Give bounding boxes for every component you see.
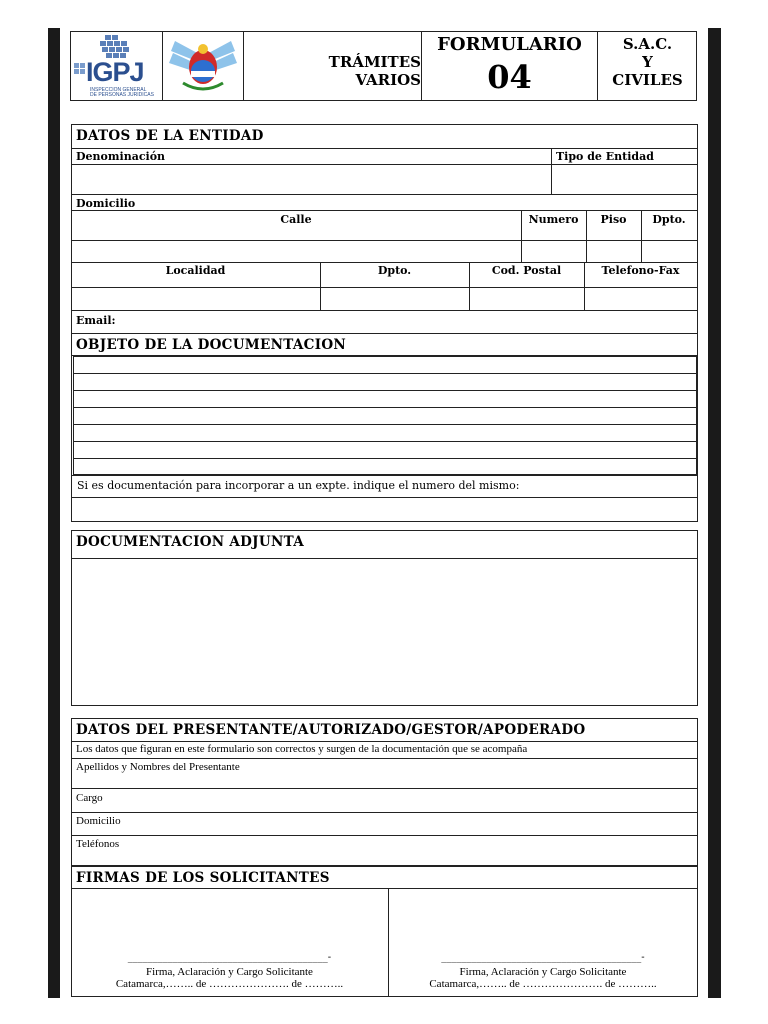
right-border-bar — [708, 28, 721, 998]
cargo-field[interactable] — [110, 789, 697, 811]
expte-number-field[interactable] — [72, 498, 697, 521]
telefonos-field[interactable] — [132, 836, 697, 865]
row-line — [71, 262, 698, 263]
domicilio-presentante-label: Domicilio — [76, 815, 121, 827]
signature-area-1[interactable] — [72, 889, 387, 953]
numero-field[interactable] — [522, 241, 585, 261]
signature-caption: Firma, Aclaración y Cargo Solicitante — [459, 966, 627, 978]
coat-of-arms-emblem — [165, 33, 241, 99]
apellidos-field[interactable] — [72, 775, 697, 787]
dpto2-label: Dpto. — [377, 264, 412, 277]
piso-label: Piso — [600, 213, 627, 226]
row-line — [71, 148, 698, 149]
telefono-fax-field[interactable] — [585, 288, 697, 309]
presentante-section-title: DATOS DEL PRESENTANTE/AUTORIZADO/GESTOR/APODERADO — [76, 722, 586, 738]
form-label: FORMULARIO — [437, 34, 582, 55]
dpto-label: Dpto. — [652, 213, 686, 226]
tipo-entidad-field[interactable] — [552, 165, 697, 193]
objeto-ruled-line — [73, 424, 697, 425]
place-date-line: Catamarca,…….. de …………………. de ……….. — [115, 978, 344, 990]
logo-subtitle: INSPECCION GENERAL — [90, 87, 147, 93]
row-line — [71, 758, 698, 759]
civiles-line: CIVILES — [612, 71, 683, 89]
logo-subtitle: DE PERSONAS JURIDICAS — [90, 92, 154, 98]
header-divider — [162, 31, 163, 101]
sac-civiles-label — [598, 35, 697, 89]
objeto-ruled-line — [73, 373, 697, 374]
row-line — [71, 741, 698, 742]
firmas-section-title: FIRMAS DE LOS SOLICITANTES — [76, 870, 330, 886]
expte-note: Si es documentación para incorporar a un expte. indique el numero del mismo: — [77, 479, 520, 492]
row-line — [71, 194, 698, 195]
dpto-field[interactable] — [642, 241, 697, 261]
row-line — [71, 475, 698, 476]
row-line — [71, 333, 698, 334]
signature-caption: Firma, Aclaración y Cargo Solicitante — [146, 966, 313, 978]
denominacion-label: Denominación — [76, 150, 166, 163]
telefonos-label: Teléfonos — [76, 838, 120, 850]
denominacion-field[interactable] — [72, 165, 550, 193]
documentacion-section-title: DOCUMENTACION ADJUNTA — [76, 534, 304, 550]
signature-line: ________________________________________- — [127, 952, 332, 963]
objeto-ruled-line — [73, 390, 697, 391]
cargo-label: Cargo — [76, 792, 103, 804]
cod-postal-label: Cod. Postal — [491, 264, 562, 277]
signature-area-2[interactable] — [389, 889, 697, 953]
calle-field[interactable] — [72, 241, 520, 261]
numero-label: Numero — [528, 213, 579, 226]
objeto-ruled-line — [73, 441, 697, 442]
objeto-section-title: OBJETO DE LA DOCUMENTACION — [76, 337, 347, 353]
documentacion-field[interactable] — [72, 559, 697, 705]
tramites-varios-label — [296, 53, 421, 89]
piso-field[interactable] — [587, 241, 640, 261]
calle-label: Calle — [280, 213, 312, 226]
left-border-bar — [48, 28, 60, 998]
apellidos-label: Apellidos y Nombres del Presentante — [76, 761, 240, 773]
row-line — [71, 210, 698, 211]
logo-text: IGPJ — [86, 57, 144, 87]
cod-postal-field[interactable] — [470, 288, 583, 309]
localidad-label: Localidad — [165, 264, 226, 277]
y-line: Y — [642, 53, 653, 71]
varios-line: VARIOS — [355, 71, 421, 89]
domicilio-presentante-field[interactable] — [132, 813, 697, 834]
dpto2-field[interactable] — [321, 288, 468, 309]
tipo-entidad-label: Tipo de Entidad — [556, 150, 654, 163]
place-date-line: Catamarca,…….. de …………………. de ……….. — [429, 978, 657, 990]
objeto-ruled-line — [73, 407, 697, 408]
signature-line: ________________________________________- — [441, 952, 645, 963]
igpj-logo — [72, 33, 160, 99]
email-label: Email: — [76, 314, 116, 327]
localidad-field[interactable] — [72, 288, 319, 309]
entity-section-title: DATOS DE LA ENTIDAD — [76, 128, 264, 144]
tramites-line: TRÁMITES — [328, 53, 421, 71]
domicilio-label: Domicilio — [76, 197, 136, 210]
objeto-ruled-line — [73, 458, 697, 459]
sac-line: S.A.C. — [622, 35, 673, 53]
telefono-fax-label: Telefono-Fax — [601, 264, 680, 277]
form-number: 04 — [487, 58, 532, 96]
header-divider — [243, 31, 244, 101]
declaration-text: Los datos que figuran en este formulario son correctos y surgen de la documentación que se acompaña — [76, 743, 528, 755]
email-field[interactable] — [122, 311, 697, 332]
